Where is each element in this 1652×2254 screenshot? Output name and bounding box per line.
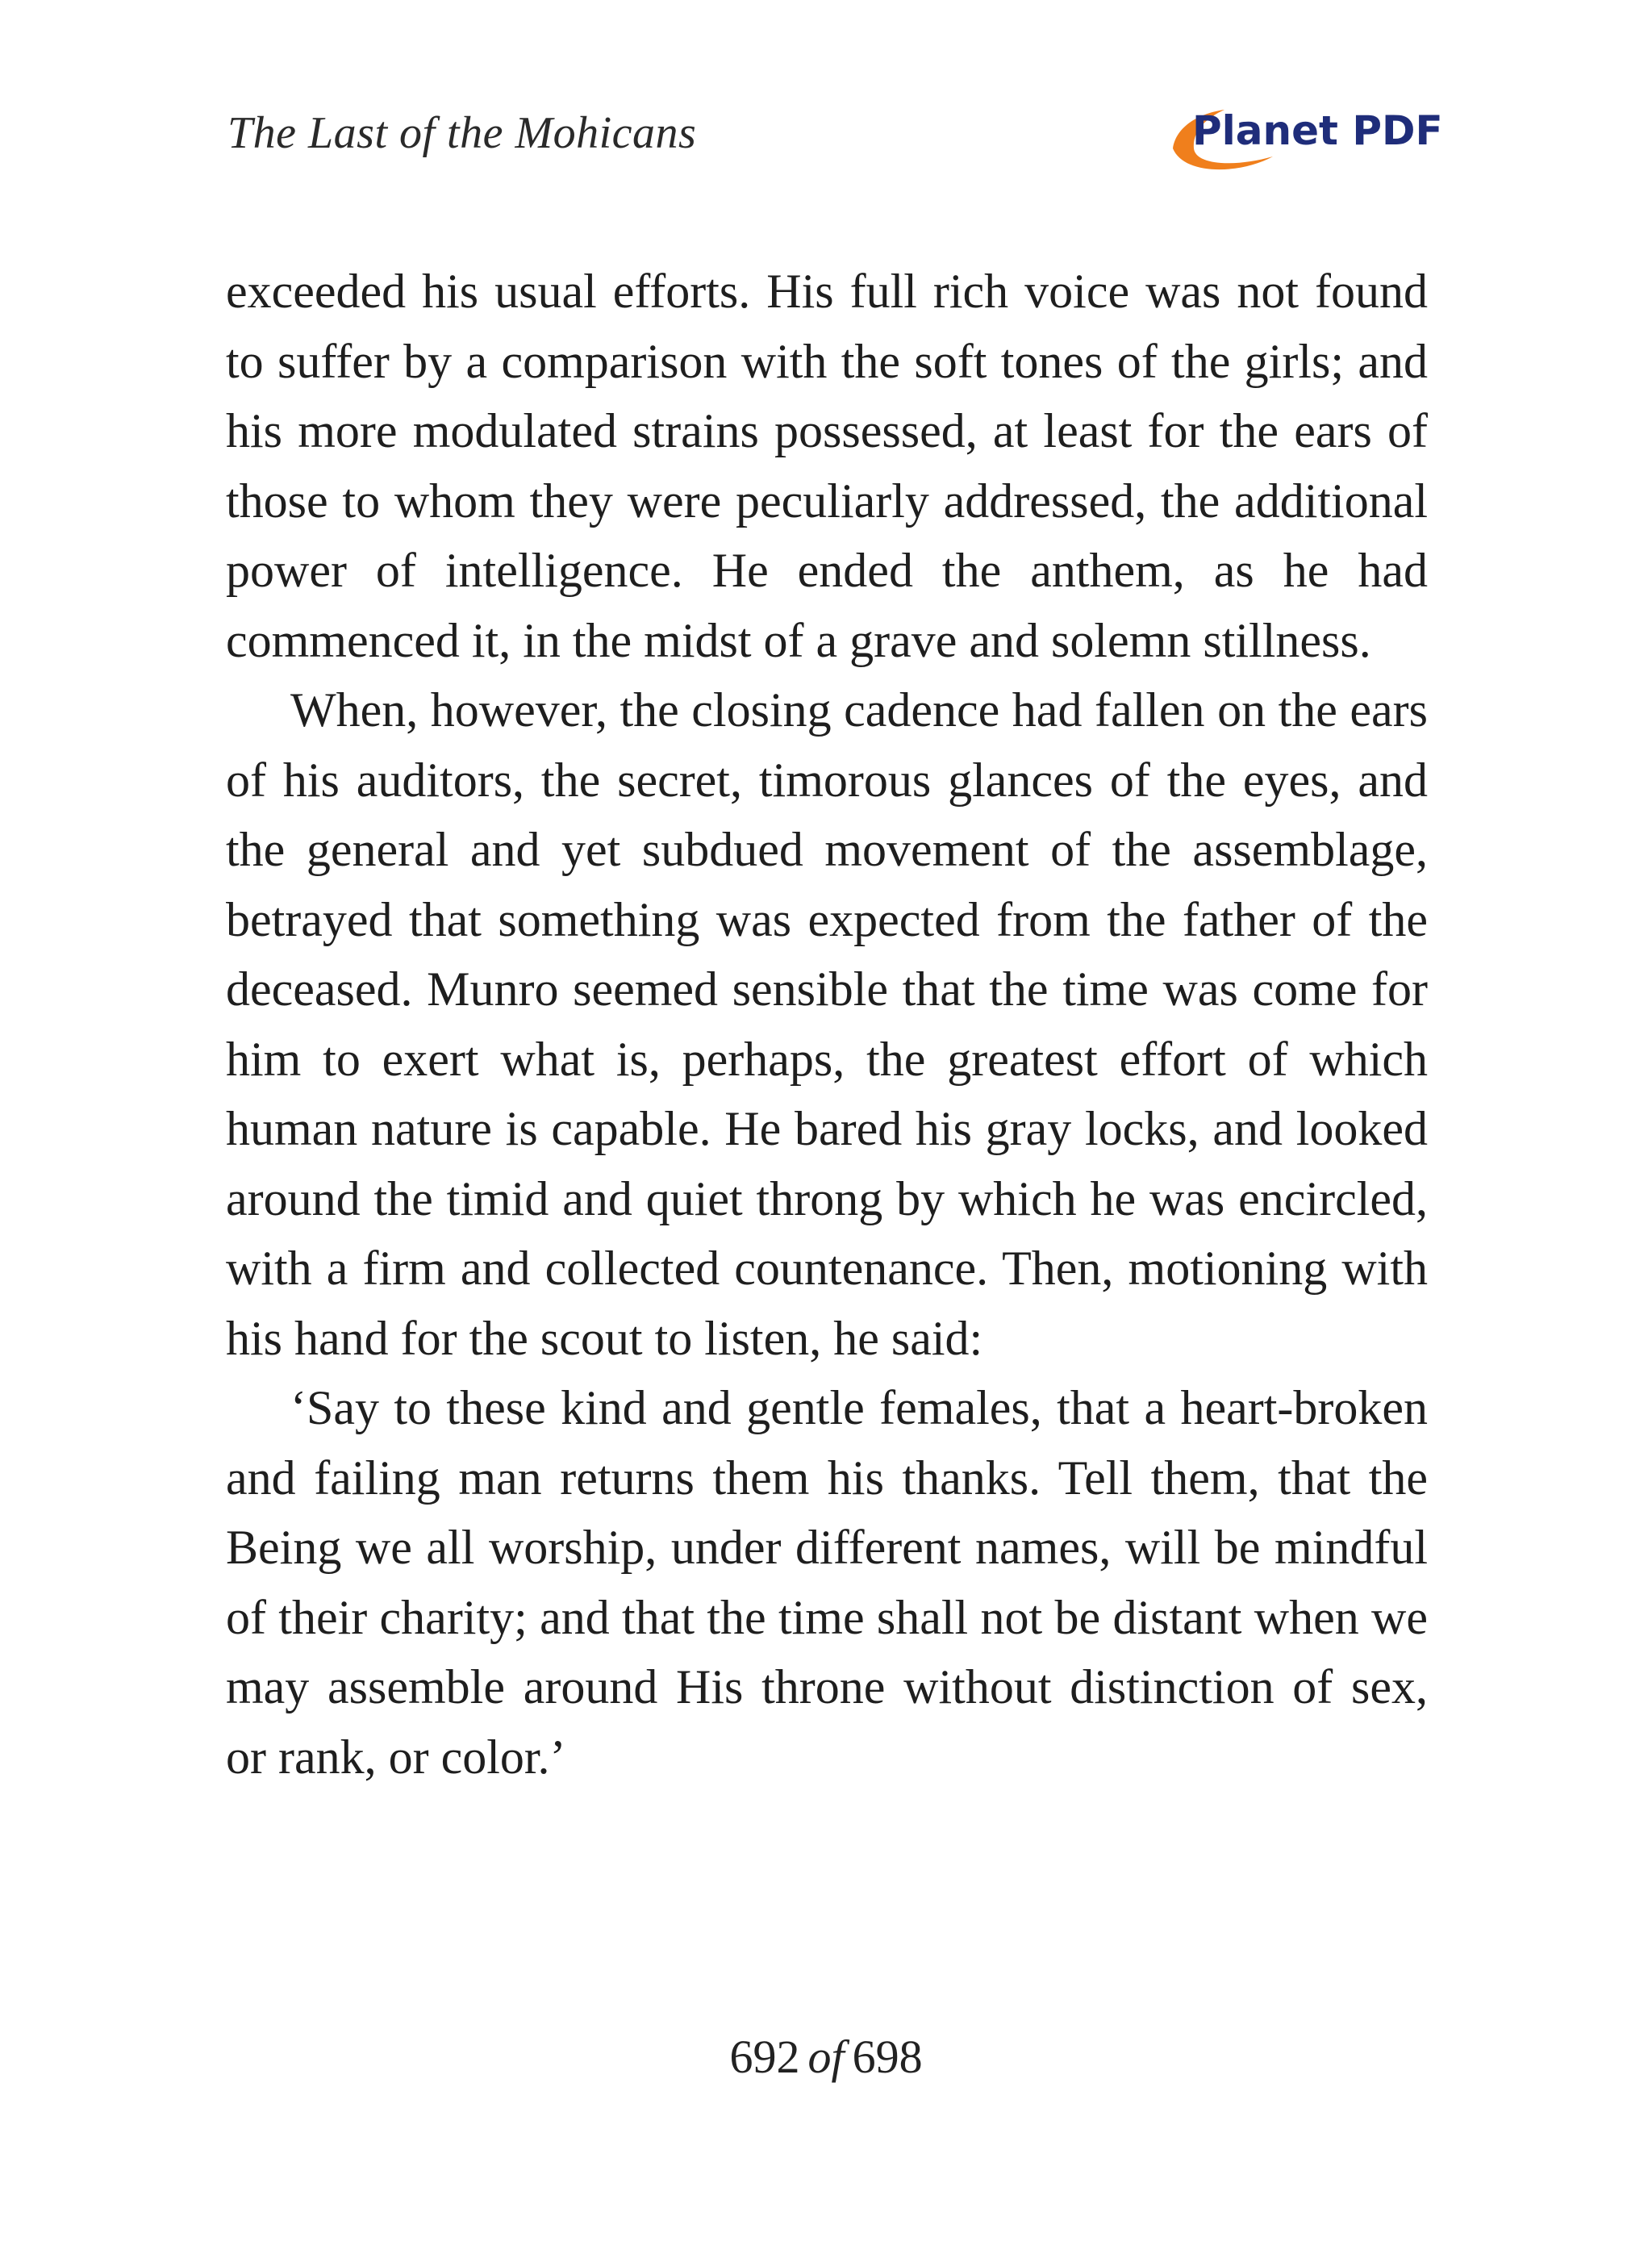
- page-header: [0, 0, 1652, 210]
- current-page: 692: [729, 2031, 800, 2083]
- total-pages: 698: [852, 2031, 923, 2083]
- paragraph: ‘Say to these kind and gentle females, that a heart-broken and failing man returns them his thanks. Tell them, that the Being we all worship, under different names, will be mindful of their charity; and that the time shall not be distant when we may assemble around His throne without distinction of sex, or rank, or color.’: [226, 1381, 1428, 1784]
- page-body: [226, 257, 1428, 1792]
- brand-name: Planet PDF: [1192, 107, 1443, 154]
- page-number: [0, 2025, 1652, 2089]
- paragraph: exceeded his usual efforts. His full rich voice was not found to suffer by a comparison with the soft tones of the girls; and his more modulated strains possessed, at least for the ears of those to whom they were peculiarly addressed, the additional power of intelligence. He ended the anthem, as he had commenced it, in the midst of a grave and solemn stillness.: [226, 265, 1428, 667]
- paragraph: When, however, the closing cadence had fallen on the ears of his auditors, the secret, timorous glances of the eyes, and the general and yet subdued movement of the assemblage, betrayed that something was expected from the father of the deceased. Munro seemed sensible that the time was come for him to exert what is, perhaps, the greatest effort of which human nature is capable. He bared his gray locks, and looked around the timid and quiet throng by which he was encircled, with a firm and collected countenance. Then, motioning with his hand for the scout to listen, he said:: [226, 683, 1428, 1365]
- of-label: of: [807, 2031, 845, 2083]
- book-title: The Last of the Mohicans: [227, 108, 697, 158]
- planet-pdf-logo: [1168, 102, 1443, 174]
